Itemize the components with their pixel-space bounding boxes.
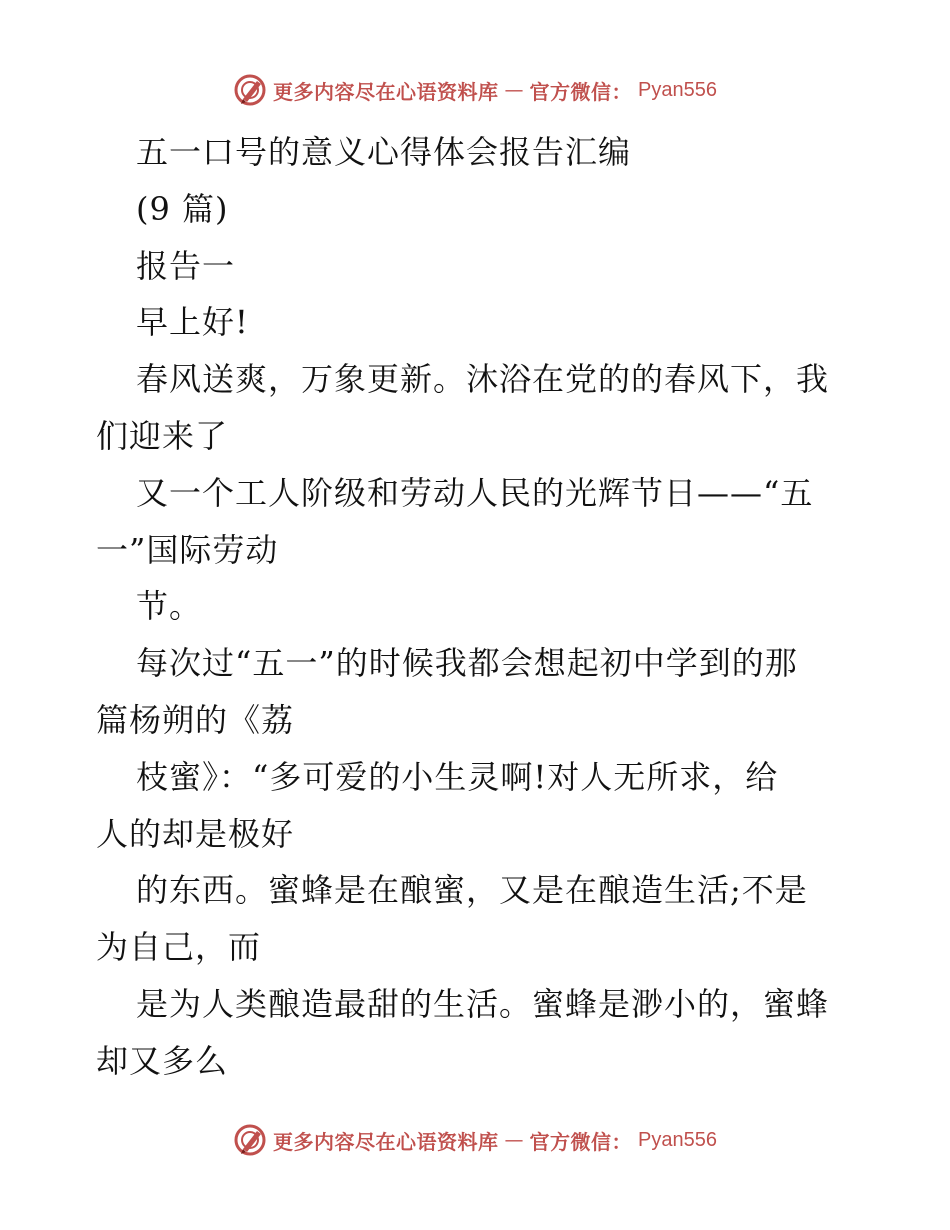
header-watermark-inner — [233, 73, 717, 107]
text-line: 又一个工人阶级和劳动人民的光辉节日——“五 — [136, 473, 814, 512]
pen-logo-icon — [233, 73, 267, 107]
header-wechat-id: Pyan556 — [638, 78, 717, 101]
header-watermark-separator: — — [504, 79, 524, 101]
text-line: 春风送爽，万象更新。沐浴在党的的春风下，我 — [136, 360, 830, 399]
text-line: 早上好! — [136, 303, 249, 342]
text-line: 们迎来了 — [96, 416, 229, 455]
text-line: 却又多么 — [96, 1041, 229, 1080]
footer-watermark-text: 更多内容尽在心语资料库 — [273, 1129, 499, 1154]
text-line: 篇杨朔的《荔 — [96, 700, 295, 739]
document-body — [96, 124, 856, 1090]
text-line: 每次过“五一”的时候我都会想起初中学到的那 — [136, 644, 798, 683]
section-heading: 报告一 — [136, 246, 236, 285]
document-title: 五一口号的意义心得体会报告汇编 — [136, 133, 632, 171]
text-line: 为自己，而 — [96, 928, 262, 967]
footer-watermark-separator: — — [504, 1129, 524, 1151]
text-line: 节。 — [136, 587, 203, 626]
header-watermark-text: 更多内容尽在心语资料库 — [273, 79, 499, 104]
pen-logo-icon — [233, 1123, 267, 1157]
text-line: 是为人类酿造最甜的生活。蜜蜂是渺小的，蜜蜂 — [136, 984, 830, 1023]
footer-wechat-label: 官方微信： — [529, 1129, 633, 1154]
header-wechat-label: 官方微信： — [529, 79, 633, 104]
text-line: 人的却是极好 — [96, 814, 295, 853]
text-line: 枝蜜》：“多可爱的小生灵啊!对人无所求，给 — [136, 757, 779, 796]
document-subtitle: (9 篇) — [136, 189, 229, 228]
text-line: 一”国际劳动 — [96, 530, 279, 569]
header-watermark — [0, 70, 950, 110]
footer-wechat-id: Pyan556 — [638, 1128, 717, 1151]
footer-watermark — [0, 1120, 950, 1160]
text-line: 的东西。蜜蜂是在酿蜜，又是在酿造生活;不是 — [136, 871, 808, 910]
footer-watermark-inner — [233, 1123, 717, 1157]
